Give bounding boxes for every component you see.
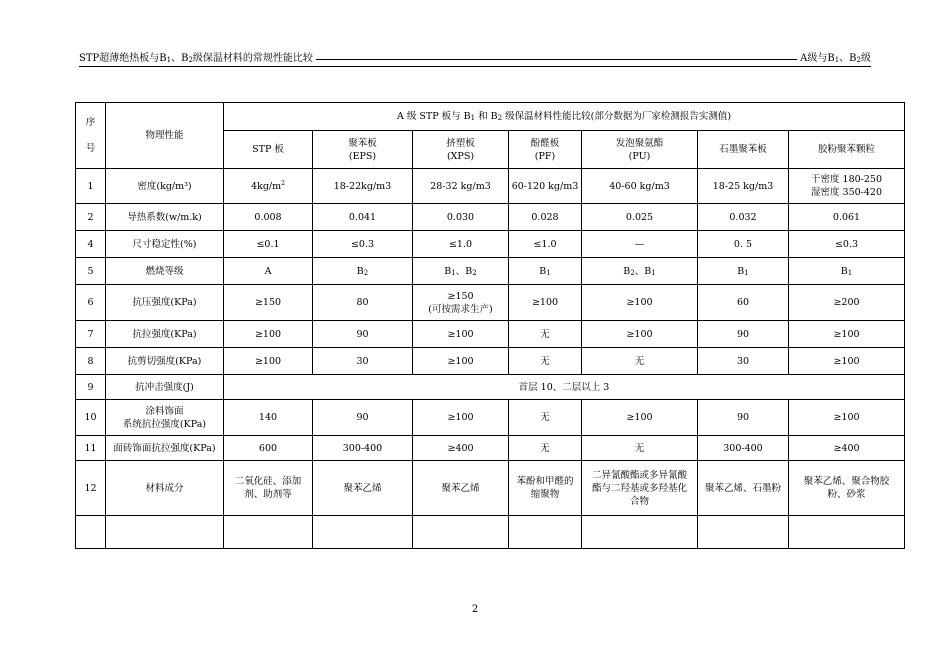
row-label: 材料成分 xyxy=(106,461,224,516)
table-cell: 无 xyxy=(509,436,582,461)
table-cell: 聚苯乙烯、石墨粉 xyxy=(698,461,789,516)
table-cell: 0.030 xyxy=(413,204,509,231)
table-cell: 聚苯乙烯 xyxy=(313,461,413,516)
table-cell: 140 xyxy=(224,400,313,436)
table-row xyxy=(76,436,905,461)
table-cell: ≥200 xyxy=(789,285,905,321)
table-cell: 90 xyxy=(313,321,413,348)
table-cell: 18-25 kg/m3 xyxy=(698,169,789,204)
table-cell: 0.041 xyxy=(313,204,413,231)
table-cell: ≤1.0 xyxy=(413,231,509,258)
table-cell: ≥100 xyxy=(224,348,313,375)
table-cell: $B_1$ xyxy=(789,258,905,285)
row-number: 6 xyxy=(76,285,106,321)
table-cell: 60 xyxy=(698,285,789,321)
empty-cell xyxy=(224,516,313,549)
seq-header: 序 号 xyxy=(76,103,106,169)
table-cell: 0.025 xyxy=(582,204,698,231)
row-label: 燃烧等级 xyxy=(106,258,224,285)
material-eps: 聚苯板 (EPS) xyxy=(313,131,413,169)
table-row xyxy=(76,321,905,348)
table-cell: 30 xyxy=(698,348,789,375)
table-cell: $B_1$ xyxy=(509,258,582,285)
table-cell: 600 xyxy=(224,436,313,461)
table-cell: 0.008 xyxy=(224,204,313,231)
material-graphite: 石墨聚苯板 xyxy=(698,131,789,169)
table-cell: ≥150 xyxy=(224,285,313,321)
table-row xyxy=(76,348,905,375)
group-title: A 级 STP 板与 $B_1$ 和 $B_2$ 级保温材料性能比较(部分数据为厂家检测报告实测值) xyxy=(224,103,905,131)
table-cell: ≥100 xyxy=(224,321,313,348)
table-cell: ≥400 xyxy=(413,436,509,461)
table-row xyxy=(76,461,905,516)
row-label: 抗拉强度(KPa) xyxy=(106,321,224,348)
table-row xyxy=(76,285,905,321)
table-cell: 60-120 kg/m3 xyxy=(509,169,582,204)
empty-cell xyxy=(582,516,698,549)
table-cell: 无 xyxy=(582,436,698,461)
row-label: 尺寸稳定性(%) xyxy=(106,231,224,258)
table-cell: $4kg/m^2$ xyxy=(224,169,313,204)
table-cell: 无 xyxy=(582,348,698,375)
table-cell: ≥100 xyxy=(413,321,509,348)
table-row xyxy=(76,204,905,231)
row-label: 涂料饰面 系统抗拉强度(KPa) xyxy=(106,400,224,436)
row-label: 面砖饰面抗拉强度(KPa) xyxy=(106,436,224,461)
table-cell: 聚苯乙烯 xyxy=(413,461,509,516)
row-number: 11 xyxy=(76,436,106,461)
empty-row xyxy=(76,516,905,549)
row-number: 8 xyxy=(76,348,106,375)
table-cell: ≤0.1 xyxy=(224,231,313,258)
material-pu: 发泡聚氨酯 (PU) xyxy=(582,131,698,169)
empty-cell xyxy=(789,516,905,549)
empty-cell xyxy=(413,516,509,549)
table-cell: ≥100 xyxy=(509,285,582,321)
table-cell: ≥100 xyxy=(789,400,905,436)
row-label: 导热系数(w/m.k) xyxy=(106,204,224,231)
row-number: 5 xyxy=(76,258,106,285)
table-cell: 300-400 xyxy=(698,436,789,461)
table-row xyxy=(76,258,905,285)
table-row xyxy=(76,400,905,436)
table-cell: 18-22kg/m3 xyxy=(313,169,413,204)
table-cell: 干密度 180-250 湿密度 350-420 xyxy=(789,169,905,204)
table-cell: 0.032 xyxy=(698,204,789,231)
table-row xyxy=(76,169,905,204)
table-cell: ≥100 xyxy=(582,400,698,436)
table-cell: 40-60 kg/m3 xyxy=(582,169,698,204)
table-cell: ≥150 (可按需求生产) xyxy=(413,285,509,321)
table-cell: 0.028 xyxy=(509,204,582,231)
table-cell: 300-400 xyxy=(313,436,413,461)
table-cell: 90 xyxy=(313,400,413,436)
table-cell: ≥100 xyxy=(789,348,905,375)
row-label: 抗压强度(KPa) xyxy=(106,285,224,321)
table-cell: ≥400 xyxy=(789,436,905,461)
table-cell: ≤1.0 xyxy=(509,231,582,258)
table-cell: 聚苯乙烯、聚合物胶 粉、砂浆 xyxy=(789,461,905,516)
table-cell: A xyxy=(224,258,313,285)
performance-comparison-table xyxy=(75,102,905,549)
table-cell: 苯酚和甲醛的 缩聚物 xyxy=(509,461,582,516)
table-cell: $B_2$、$B_1$ xyxy=(582,258,698,285)
header-right-label: A级与$B_1$、$B_2$级 xyxy=(800,53,871,64)
table-cell: 无 xyxy=(509,348,582,375)
table-cell: 二异氰酸酯或多异氰酸 酯与二羟基或多羟基化 合物 xyxy=(582,461,698,516)
table-cell: 28-32 kg/m3 xyxy=(413,169,509,204)
row-number: 1 xyxy=(76,169,106,204)
table-cell: 90 xyxy=(698,400,789,436)
empty-cell xyxy=(106,516,224,549)
table-cell: 80 xyxy=(313,285,413,321)
row-number: 2 xyxy=(76,204,106,231)
table-row xyxy=(76,231,905,258)
row-number: 4 xyxy=(76,231,106,258)
table-cell: $B_1$ xyxy=(698,258,789,285)
table-cell: — xyxy=(582,231,698,258)
header-leader-line xyxy=(316,59,797,60)
merged-cell: 首层 10、二层以上 3 xyxy=(224,375,905,400)
table-cell: 30 xyxy=(313,348,413,375)
material-xps: 挤塑板 (XPS) xyxy=(413,131,509,169)
row-number: 9 xyxy=(76,375,106,400)
table-cell: ≥100 xyxy=(582,285,698,321)
row-label: 抗冲击强度(J) xyxy=(106,375,224,400)
table-cell: 90 xyxy=(698,321,789,348)
row-number: 12 xyxy=(76,461,106,516)
table-header-row xyxy=(76,103,905,131)
header-title: STP超薄绝热板与$B_1$、$B_2$级保温材料的常规性能比较 xyxy=(79,53,313,64)
table-row xyxy=(76,375,905,400)
empty-cell xyxy=(76,516,106,549)
table-cell: $B_1$、$B_2$ xyxy=(413,258,509,285)
table-cell: 0.061 xyxy=(789,204,905,231)
table-cell: 无 xyxy=(509,321,582,348)
table-cell: $B_2$ xyxy=(313,258,413,285)
row-label: 密度(kg/m³) xyxy=(106,169,224,204)
table-cell: ≤0.3 xyxy=(313,231,413,258)
property-header: 物理性能 xyxy=(106,103,224,169)
empty-cell xyxy=(313,516,413,549)
material-stp: STP 板 xyxy=(224,131,313,169)
table-cell: 二氧化硅、添加 剂、助剂等 xyxy=(224,461,313,516)
page-header xyxy=(79,52,871,67)
material-pf: 酚醛板 (PF) xyxy=(509,131,582,169)
table-cell: ≥100 xyxy=(413,348,509,375)
table-cell: ≥100 xyxy=(789,321,905,348)
table-cell: 无 xyxy=(509,400,582,436)
table-cell: ≥100 xyxy=(582,321,698,348)
page-number: 2 xyxy=(471,604,479,615)
empty-cell xyxy=(509,516,582,549)
row-number: 10 xyxy=(76,400,106,436)
empty-cell xyxy=(698,516,789,549)
table-cell: ≤0.3 xyxy=(789,231,905,258)
table-cell: 0. 5 xyxy=(698,231,789,258)
table-cell: ≥100 xyxy=(413,400,509,436)
row-label: 抗剪切强度(KPa) xyxy=(106,348,224,375)
material-powder: 胶粉聚苯颗粒 xyxy=(789,131,905,169)
row-number: 7 xyxy=(76,321,106,348)
